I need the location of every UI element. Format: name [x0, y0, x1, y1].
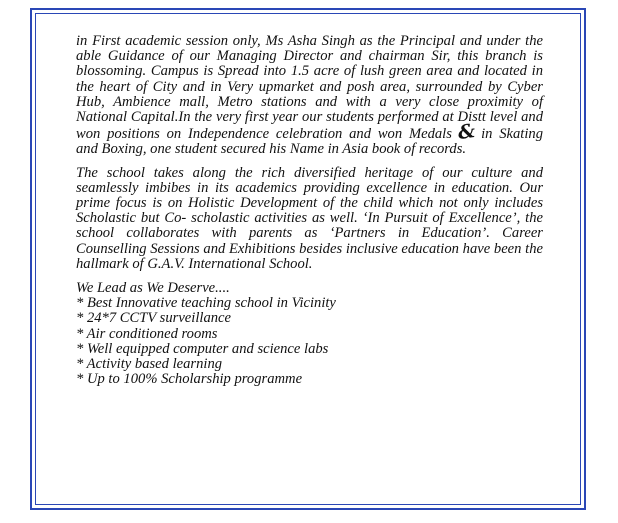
paragraph-history-text-end: in Skating and Boxing, one student secured his Name in Asia book of records. [76, 126, 544, 158]
features-list [76, 296, 543, 387]
list-item: * Up to 100% Scholarship programme [76, 371, 303, 388]
ampersand-glyph: & [456, 120, 477, 145]
list-item: * 24*7 CCTV surveillance [76, 310, 231, 327]
list-item: * Best Innovative teaching school in Vicinity [76, 295, 336, 312]
lead-heading: We Lead as We Deserve.... [76, 280, 230, 297]
paragraph-heritage: The school takes along the rich diversified heritage of our culture and seamlessly imbibes in its academics providing excellence in education. Our prime focus is on Holistic Development of the child which not only includes Scholastic but Co- scholastic activities as well. ‘In Pursuit of Excellence’, the school collaborates with parents as ‘Partners in Education’. Career Counselling Sessions and Exhibitions besides inclusive education have been the hallmark of G.A.V. International School. [76, 164, 543, 272]
paragraph-history-text: in First academic session only, Ms Asha Singh as the Principal and under the able Guidance of our Managing Director and chairman Sir, this branch is blossoming. Campus is Spread into 1.5 acre of lush green area and located in the heart of City and in Very upmarket and posh area, surrounded by Cyber Hub, Ambience mall, Metro stations and with a very close proximity of National Capital.In the very first year our students performed at Distt level and won positions on Independence celebration and won Medals [76, 33, 543, 143]
document-body [76, 34, 543, 387]
list-item: * Air conditioned rooms [76, 325, 218, 342]
paragraph-history [76, 34, 543, 158]
list-item: * Well equipped computer and science labs [76, 340, 329, 357]
list-item: * Activity based learning [76, 356, 223, 373]
